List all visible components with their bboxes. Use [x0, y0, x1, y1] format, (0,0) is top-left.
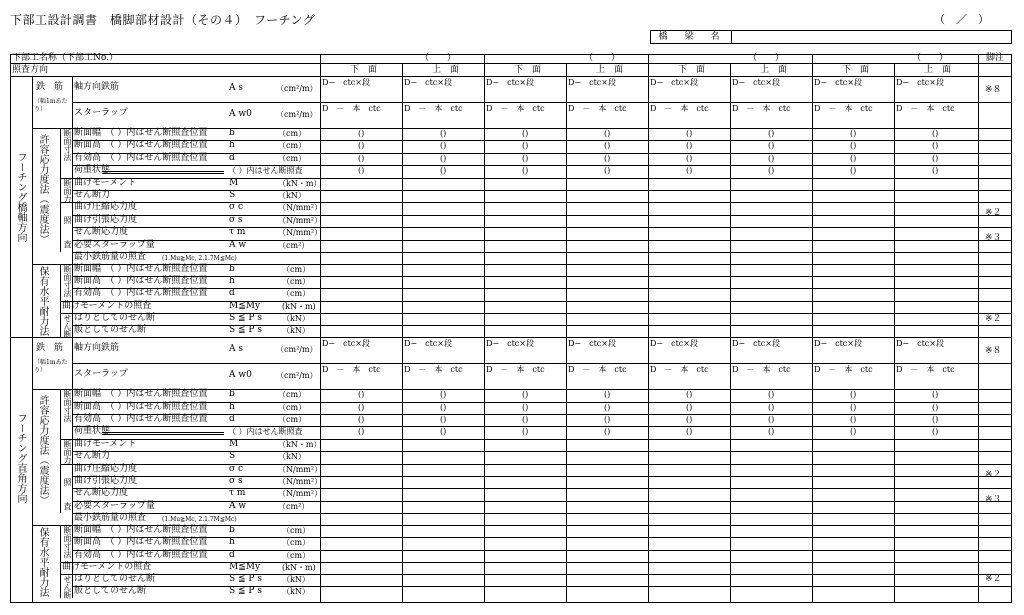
value-cell: (): [358, 141, 365, 151]
lower-face-header: 下 面: [678, 65, 706, 75]
rebar-spec-cell: D− ctc×段: [322, 339, 370, 349]
value-cell: (): [604, 141, 611, 151]
stirrup-spec-cell: D － 本 ctc: [814, 365, 873, 375]
lower-face-header: 下 面: [350, 65, 378, 75]
symbol-required-stirrup-label: A w: [229, 239, 247, 250]
footnote-rebar: ※８: [985, 346, 1002, 357]
value-cell: (): [604, 129, 611, 138]
unit-moment-check-label: (kN・m): [282, 562, 316, 572]
hold-effective-label: 有効高 （ ）内はせん断照査位置: [74, 288, 208, 299]
value-cell: (): [932, 427, 939, 437]
unit-slab-shear-label: （kN）: [282, 587, 310, 597]
min-rebar-label: 最小鉄筋量の照査: [74, 513, 147, 524]
value-cell: (): [522, 153, 529, 163]
upper-face-header: 上 面: [924, 65, 952, 75]
unit-moment-check-label: (kN・m): [282, 301, 316, 311]
symbol-beam-shear-label: S ≦ P s: [229, 312, 262, 323]
unit-slab-shear-label: （kN）: [282, 326, 310, 335]
symbol-slab-shear-label: S ≦ P s: [229, 586, 262, 597]
bend-compression-label: 曲げ圧縮応力度: [74, 202, 138, 213]
symbol-hold-effective-label: d: [229, 549, 235, 560]
stirrup-spec-cell: D － 本 ctc: [486, 104, 545, 113]
symbol-hold-width-label: b: [229, 525, 235, 536]
symbol-effective-depth-label: d: [229, 414, 235, 424]
beam-shear-label: はりとしてのせん断: [74, 574, 156, 584]
value-cell: (): [850, 427, 857, 437]
hold-effective-label: 有効高 （ ）内はせん断照査位置: [74, 549, 208, 560]
slab-shear-label: 版としてのせん断: [74, 325, 147, 335]
moment-check-label: 曲げモーメントの照査: [62, 561, 152, 572]
shear-force-label: せん断力: [74, 451, 111, 462]
value-cell: (): [522, 415, 529, 424]
symbol-shear-force-label: S: [229, 451, 236, 462]
value-cell: (): [604, 166, 611, 176]
allowable-stress-group-label: 許容応力度法（震度法）: [37, 134, 48, 244]
unit-cm2m: （cm²/m）: [276, 371, 318, 381]
value-cell: (): [850, 129, 857, 138]
holding-capacity-group-label: 保有水平耐力法: [37, 266, 48, 336]
value-cell: (): [768, 166, 775, 176]
unit-height-label: （cm）: [278, 141, 307, 151]
symbol-As: A s: [229, 344, 243, 355]
value-cell: (): [522, 141, 529, 151]
footnote-rebar: ※８: [985, 85, 1002, 95]
value-cell: (): [768, 402, 775, 412]
symbol-shear-force-label: S: [229, 190, 236, 200]
value-cell: (): [850, 402, 857, 412]
bend-tension-label: 曲げ引張応力度: [74, 476, 138, 486]
symbol-height-label: h: [229, 401, 235, 412]
rebar-per-meter-label: （幅1mあたり）: [34, 359, 68, 375]
value-cell: (): [850, 415, 857, 424]
symbol-height-label: h: [229, 140, 235, 151]
unit-cm2m: （cm²/m）: [276, 84, 318, 93]
value-cell: (): [686, 402, 693, 412]
unit-moment-label: （kN・m）: [278, 178, 322, 188]
allowable-stress-group-label: 許容応力度法（震度法）: [37, 395, 48, 506]
value-cell: (): [522, 427, 529, 437]
value-cell: (): [358, 129, 365, 138]
value-cell: (): [850, 166, 857, 176]
value-cell: (): [522, 390, 529, 400]
symbol-required-stirrup-label: A w: [229, 500, 247, 511]
bend-compression-label: 曲げ圧縮応力度: [74, 463, 138, 474]
footing-axial-section-label: フーチング橋軸方向: [15, 151, 26, 242]
remarks-header: 脚注: [986, 53, 1005, 63]
value-cell: (): [440, 166, 447, 176]
effective-depth-label: 有効高 （ ）内はせん断照査位置: [74, 152, 208, 163]
value-cell: (): [932, 415, 939, 424]
rebar-spec-cell: D− ctc×段: [486, 78, 534, 87]
section-dimension-label: 断面寸法: [63, 265, 72, 297]
rebar-spec-cell: D− ctc×段: [896, 339, 944, 349]
footnote: ※３: [985, 233, 1002, 243]
moment-label: 曲げモーメント: [74, 438, 137, 449]
value-cell: (): [768, 427, 775, 437]
unit-required-stirrup-label: （cm²）: [278, 501, 310, 511]
unit-bend-compression-label: （N/mm²）: [278, 464, 323, 474]
value-cell: (): [358, 402, 365, 412]
symbol-Aw0: A w0: [229, 109, 252, 119]
rebar-spec-cell: D− ctc×段: [486, 339, 534, 349]
stirrup-label: スターラップ: [74, 108, 128, 118]
effective-depth-label: 有効高 （ ）内はせん断照査位置: [74, 414, 208, 424]
unit-hold-height-label: （cm）: [282, 277, 311, 287]
shear-stress-label: せん断応力度: [74, 488, 129, 499]
moment-label: 曲げモーメント: [74, 177, 137, 188]
value-cell: (): [686, 415, 693, 424]
unit-cm2m: （cm²/m）: [276, 345, 318, 355]
symbol-width-label: b: [229, 128, 235, 138]
footnote: ※２: [985, 314, 1002, 324]
symbol-width-label: b: [229, 389, 235, 400]
unit-cm2m: （cm²/m）: [276, 110, 318, 119]
min-rebar-note: (1.Mu≧Mc, 2.1.7M≦Mc): [162, 516, 237, 524]
shear-label: せん断: [63, 575, 72, 600]
value-cell: (): [768, 390, 775, 400]
unit-shear-stress-label: （N/mm²）: [278, 228, 323, 238]
value-cell: (): [932, 166, 939, 176]
symbol-bend-tension-label: σ s: [229, 476, 243, 486]
symbol-moment-check-label: M≦My: [229, 561, 261, 572]
value-cell: (): [850, 153, 857, 163]
symbol-shear-stress-label: τ m: [229, 488, 246, 499]
group-header-paren: （ ）: [748, 53, 785, 63]
symbol-moment-check-label: M≦My: [229, 300, 261, 311]
symbol-slab-shear-label: S ≦ P s: [229, 325, 262, 335]
symbol-hold-effective-label: d: [229, 288, 235, 299]
lower-face-header: 下 面: [842, 65, 870, 75]
bridge-name-box: [650, 30, 1012, 44]
height-label: 断面高 （ ）内はせん断照査位置: [74, 401, 208, 412]
required-stirrup-label: 必要スターラップ量: [74, 239, 155, 250]
width-label: 断面幅 （ ）内はせん断照査位置: [74, 389, 208, 400]
value-cell: (): [440, 153, 447, 163]
lower-face-header: 下 面: [514, 65, 542, 75]
unit-effective-depth-label: （cm）: [278, 153, 307, 163]
unit-shear-force-label: （kN）: [278, 191, 306, 200]
value-cell: (): [686, 390, 693, 400]
symbol-moment-label: M: [229, 438, 239, 449]
stirrup-spec-cell: D － 本 ctc: [814, 104, 873, 113]
unit-effective-depth-label: （cm）: [278, 415, 307, 424]
value-cell: (): [768, 153, 775, 163]
check-direction-label: 照査方向: [12, 65, 49, 75]
value-cell: (): [358, 390, 365, 400]
bend-tension-label: 曲げ引張応力度: [74, 214, 138, 225]
unit-shear-stress-label: （N/mm²）: [278, 489, 323, 499]
stirrup-spec-cell: D － 本 ctc: [732, 365, 791, 375]
rebar-spec-cell: D− ctc×段: [732, 78, 780, 87]
load-state-note: （ ）内はせん断照査: [228, 166, 303, 176]
height-label: 断面高 （ ）内はせん断照査位置: [74, 140, 208, 151]
check-label: 照 査: [63, 477, 72, 510]
unit-hold-effective-label: （cm）: [282, 289, 311, 299]
required-stirrup-label: 必要スターラップ量: [74, 500, 155, 511]
unit-bend-tension-label: （N/mm²）: [278, 477, 323, 486]
date-field: （ ／ ）: [934, 13, 989, 26]
value-cell: (): [686, 427, 693, 437]
value-cell: (): [932, 390, 939, 400]
hold-height-label: 断面高 （ ）内はせん断照査位置: [74, 537, 208, 548]
main-rebar-label: 軸方向鉄筋: [74, 343, 120, 354]
footnote: ※３: [985, 495, 1002, 505]
rebar-spec-cell: D− ctc×段: [322, 78, 370, 87]
holding-capacity-group-label: 保有水平耐力法: [37, 527, 48, 598]
bridge-name-label: 橋 梁 名: [651, 31, 732, 43]
upper-face-header: 上 面: [432, 65, 460, 75]
rebar-group-label: 鉄 筋: [36, 343, 64, 354]
stirrup-spec-cell: D － 本 ctc: [732, 104, 791, 113]
rebar-spec-cell: D− ctc×段: [732, 339, 780, 349]
value-cell: (): [686, 141, 693, 151]
stirrup-spec-cell: D － 本 ctc: [650, 365, 709, 375]
rebar-spec-cell: D− ctc×段: [568, 78, 616, 87]
unit-hold-effective-label: （cm）: [282, 550, 311, 560]
unit-bend-tension-label: （N/mm²）: [278, 215, 323, 225]
unit-width-label: （cm）: [278, 390, 307, 400]
upper-face-header: 上 面: [760, 65, 788, 75]
rebar-spec-cell: D− ctc×段: [896, 78, 944, 87]
symbol-shear-stress-label: τ m: [229, 227, 246, 238]
section-force-label: 断面力: [63, 439, 72, 464]
rebar-spec-cell: D− ctc×段: [404, 339, 452, 349]
document-title: 下部工設計調書 橋脚部材設計（その４） フーチング: [10, 13, 316, 27]
rebar-spec-cell: D− ctc×段: [650, 339, 698, 349]
value-cell: (): [604, 415, 611, 424]
beam-shear-label: はりとしてのせん断: [74, 312, 156, 323]
load-state-note: （ ）内はせん断照査: [228, 427, 303, 437]
group-header-paren: （ ）: [584, 53, 621, 63]
footing-perpendicular-section-label: フーチング直角方向: [15, 412, 26, 503]
min-rebar-label: 最小鉄筋量の照査: [74, 252, 147, 262]
unit-width-label: （cm）: [278, 129, 307, 138]
symbol-bend-tension-label: σ s: [229, 214, 243, 225]
value-cell: (): [358, 153, 365, 163]
main-rebar-label: 軸方向鉄筋: [74, 82, 120, 92]
value-cell: (): [686, 129, 693, 138]
hold-width-label: 断面幅 （ ）内はせん断照査位置: [74, 525, 208, 536]
stirrup-spec-cell: D － 本 ctc: [486, 365, 545, 375]
value-cell: (): [686, 166, 693, 176]
value-cell: (): [440, 415, 447, 424]
value-cell: (): [358, 427, 365, 437]
load-state-label: 荷重状態: [74, 426, 111, 437]
value-cell: (): [932, 402, 939, 412]
shear-stress-label: せん断応力度: [74, 227, 129, 238]
unit-hold-width-label: （cm）: [282, 526, 311, 536]
rebar-spec-cell: D− ctc×段: [404, 78, 452, 87]
value-cell: (): [358, 166, 365, 176]
value-cell: (): [358, 415, 365, 424]
value-cell: (): [686, 153, 693, 163]
unit-beam-shear-label: （kN）: [282, 313, 310, 323]
value-cell: (): [522, 166, 529, 176]
symbol-bend-compression-label: σ c: [229, 202, 244, 213]
stirrup-label: スターラップ: [74, 369, 128, 380]
min-rebar-note: (1.Mu≧Mc, 2.1.7M≦Mc): [162, 255, 237, 262]
section-dimension-label: 断面寸法: [63, 526, 72, 559]
symbol-effective-depth-label: d: [229, 152, 235, 163]
value-cell: (): [604, 153, 611, 163]
section-force-label: 断面力: [63, 178, 72, 203]
stirrup-spec-cell: D － 本 ctc: [404, 365, 463, 375]
upper-face-header: 上 面: [596, 65, 624, 75]
value-cell: (): [604, 427, 611, 437]
slab-shear-label: 版としてのせん断: [74, 586, 147, 597]
value-cell: (): [440, 427, 447, 437]
value-cell: (): [768, 129, 775, 138]
stirrup-spec-cell: D － 本 ctc: [568, 365, 627, 375]
rebar-spec-cell: D− ctc×段: [814, 339, 862, 349]
value-cell: (): [440, 141, 447, 151]
stirrup-spec-cell: D － 本 ctc: [322, 365, 381, 375]
value-cell: (): [932, 153, 939, 163]
group-header-paren: （ ）: [912, 53, 949, 63]
stirrup-spec-cell: D － 本 ctc: [896, 104, 955, 113]
rebar-per-meter-label: （幅1mあたり）: [34, 98, 68, 113]
value-cell: (): [850, 390, 857, 400]
symbol-moment-label: M: [229, 177, 239, 188]
symbol-Aw0: A w0: [229, 370, 252, 381]
value-cell: (): [440, 129, 447, 138]
value-cell: (): [932, 129, 939, 138]
rebar-spec-cell: D− ctc×段: [568, 339, 616, 349]
hold-height-label: 断面高 （ ）内はせん断照査位置: [74, 276, 208, 287]
stirrup-spec-cell: D － 本 ctc: [404, 104, 463, 113]
value-cell: (): [522, 402, 529, 412]
unit-hold-width-label: （cm）: [282, 265, 311, 274]
value-cell: (): [522, 129, 529, 138]
symbol-hold-height-label: h: [229, 276, 235, 287]
check-label: 照 査: [63, 216, 72, 249]
symbol-As: A s: [229, 83, 243, 93]
load-state-label: 荷重状態: [74, 165, 111, 176]
symbol-hold-width-label: b: [229, 264, 235, 274]
symbol-beam-shear-label: S ≦ P s: [229, 574, 262, 584]
document-header: [0, 0, 1024, 54]
rebar-spec-cell: D− ctc×段: [650, 78, 698, 87]
stirrup-spec-cell: D － 本 ctc: [568, 104, 627, 113]
stirrup-spec-cell: D － 本 ctc: [650, 104, 709, 113]
rebar-group-label: 鉄 筋: [36, 82, 64, 92]
hold-width-label: 断面幅 （ ）内はせん断照査位置: [74, 264, 208, 274]
value-cell: (): [440, 402, 447, 412]
stirrup-spec-cell: D － 本 ctc: [896, 365, 955, 375]
footnote: ※２: [985, 208, 1002, 218]
footnote: ※２: [985, 574, 1002, 584]
unit-required-stirrup-label: （cm²）: [278, 240, 310, 250]
section-dimension-label: 断面寸法: [63, 129, 72, 161]
section-dimension-label: 断面寸法: [63, 390, 72, 423]
value-cell: (): [768, 141, 775, 151]
symbol-hold-height-label: h: [229, 537, 235, 548]
value-cell: (): [604, 390, 611, 400]
footnote: ※２: [985, 470, 1002, 480]
value-cell: (): [604, 402, 611, 412]
shear-label: せん断: [63, 314, 72, 338]
value-cell: (): [768, 415, 775, 424]
rebar-spec-cell: D− ctc×段: [814, 78, 862, 87]
unit-bend-compression-label: （N/mm²）: [278, 203, 323, 213]
unit-moment-label: （kN・m）: [278, 439, 322, 449]
moment-check-label: 曲げモーメントの照査: [62, 300, 152, 311]
stirrup-spec-cell: D － 本 ctc: [322, 104, 381, 113]
value-cell: (): [440, 390, 447, 400]
value-cell: (): [932, 141, 939, 151]
width-label: 断面幅 （ ）内はせん断照査位置: [74, 128, 208, 138]
symbol-bend-compression-label: σ c: [229, 463, 244, 474]
unit-hold-height-label: （cm）: [282, 538, 311, 548]
shear-force-label: せん断力: [74, 190, 111, 200]
value-cell: (): [850, 141, 857, 151]
unit-beam-shear-label: （kN）: [282, 575, 310, 584]
unit-shear-force-label: （kN）: [278, 452, 306, 462]
group-header-paren: （ ）: [420, 53, 457, 63]
unit-height-label: （cm）: [278, 402, 307, 412]
substructure-name-label: 下部工名称（下部工No.）: [12, 53, 118, 63]
